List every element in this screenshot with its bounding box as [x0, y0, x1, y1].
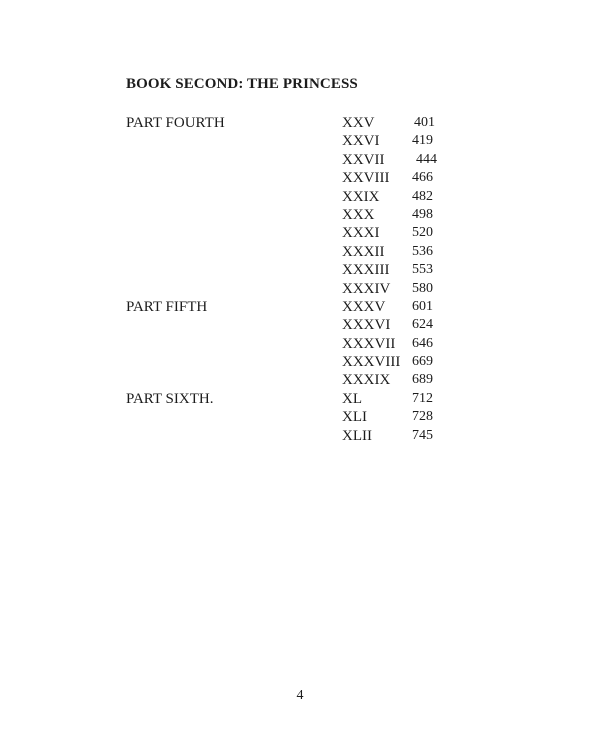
- part-label: PART SIXTH.: [126, 390, 214, 407]
- chapter-number: XXV: [342, 115, 375, 131]
- chapter-number: XXXV: [342, 298, 386, 315]
- chapter-number: XXXVI: [342, 317, 391, 334]
- page-reference: 624: [412, 317, 433, 333]
- toc-row: [126, 114, 466, 132]
- toc-row: [126, 353, 466, 371]
- page-reference: 728: [412, 409, 433, 425]
- chapter-number: XXXIV: [342, 280, 391, 297]
- toc-row: [126, 169, 466, 187]
- chapter-number: XXXII: [342, 243, 385, 260]
- chapter-number: XLII: [342, 427, 372, 444]
- chapter-number: XXIX: [342, 188, 380, 205]
- chapter-number: XXXI: [342, 225, 380, 242]
- page-reference: 553: [412, 262, 433, 278]
- page-number: 4: [296, 688, 304, 703]
- chapter-number: XXXIX: [342, 372, 391, 389]
- chapter-number: XXVI: [342, 133, 380, 150]
- chapter-number: XXVIII: [342, 170, 390, 187]
- book-title: BOOK SECOND: THE PRINCESS: [126, 76, 358, 92]
- page-reference: 466: [412, 170, 433, 186]
- page-reference: 444: [416, 151, 437, 167]
- toc-row: [126, 371, 466, 389]
- page-reference: 536: [412, 243, 433, 259]
- toc-row: [126, 280, 466, 298]
- toc-row: [126, 408, 466, 426]
- page-reference: 401: [414, 115, 435, 130]
- page-reference: 419: [412, 133, 433, 149]
- toc-row: [126, 132, 466, 150]
- part-label: PART FIFTH: [126, 298, 208, 315]
- page-reference: 646: [412, 335, 433, 351]
- chapter-number: XXX: [342, 206, 375, 223]
- toc-row: [126, 390, 466, 408]
- chapter-number: XXXVIII: [342, 354, 401, 371]
- part-label: PART FOURTH: [126, 115, 225, 131]
- toc-row: [126, 243, 466, 261]
- page-reference: 712: [412, 390, 433, 406]
- page-reference: 689: [412, 372, 433, 388]
- toc-row: [126, 206, 466, 224]
- chapter-number: XXVII: [342, 151, 385, 168]
- toc-row: [126, 261, 466, 279]
- toc-row: [126, 427, 466, 445]
- chapter-number: XLI: [342, 409, 367, 426]
- toc-row: [126, 298, 466, 316]
- toc-row: [126, 224, 466, 242]
- page-reference: 669: [412, 354, 433, 370]
- page-reference: 580: [412, 280, 433, 296]
- page-reference: 745: [412, 427, 433, 443]
- toc-row: [126, 316, 466, 334]
- table-of-contents: [126, 114, 466, 445]
- chapter-number: XXXVII: [342, 335, 396, 352]
- page-reference: 482: [412, 188, 433, 204]
- toc-row: [126, 151, 466, 169]
- chapter-number: XL: [342, 390, 362, 407]
- page-reference: 601: [412, 298, 433, 314]
- page-reference: 498: [412, 206, 433, 222]
- toc-row: [126, 335, 466, 353]
- toc-row: [126, 188, 466, 206]
- chapter-number: XXXIII: [342, 262, 390, 279]
- page-reference: 520: [412, 225, 433, 241]
